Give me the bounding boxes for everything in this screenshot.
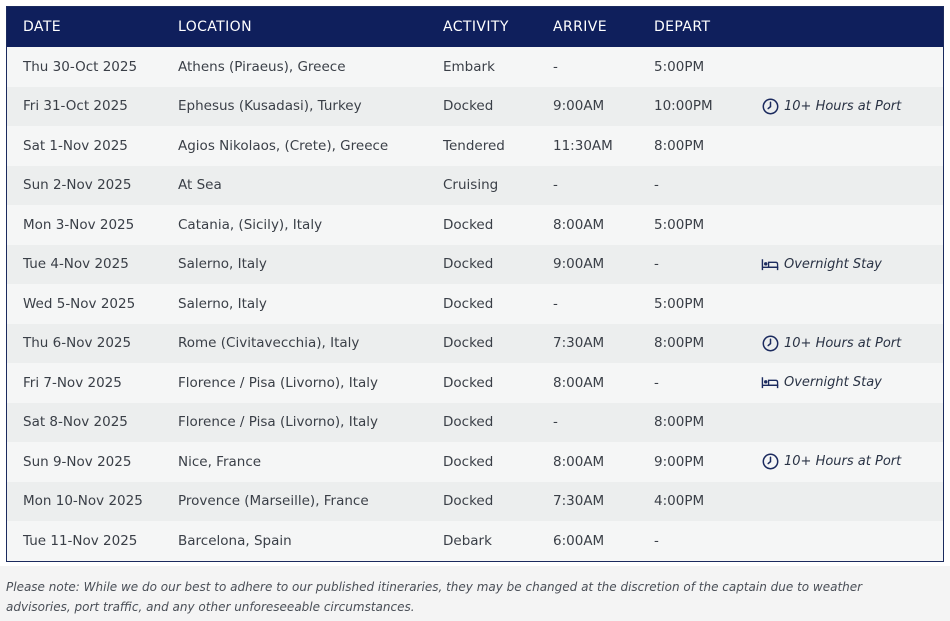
- row-note-label: 10+ Hours at Port: [784, 98, 902, 114]
- row-note: [761, 334, 943, 352]
- row-date: Mon 3-Nov 2025: [23, 216, 135, 233]
- row-activity: Cruising: [443, 177, 499, 194]
- row-date: Fri 31-Oct 2025: [23, 98, 128, 115]
- itinerary-disclaimer: Please note: While we do our best to adhere to our published itineraries, they may be changed at the discretion of the captain due to weather advisories, port traffic, and any other unforeseeable circumstances.: [0, 566, 950, 621]
- row-location: Salerno, Italy: [178, 256, 267, 273]
- row-location: Florence / Pisa (Livorno), Italy: [178, 414, 378, 431]
- row-depart: -: [654, 374, 659, 391]
- row-location: Rome (Civitavecchia), Italy: [178, 335, 360, 352]
- row-date: Tue 11-Nov 2025: [23, 532, 138, 549]
- row-arrive: 11:30AM: [553, 137, 613, 154]
- row-depart: 8:00PM: [654, 335, 705, 352]
- row-date: Mon 10-Nov 2025: [23, 493, 143, 510]
- row-depart: 8:00PM: [654, 414, 705, 431]
- table-row: [7, 87, 943, 127]
- bed-icon: [761, 374, 779, 392]
- table-row: [7, 482, 943, 522]
- table-row: [7, 442, 943, 482]
- row-date: Tue 4-Nov 2025: [23, 256, 129, 273]
- row-location: Nice, France: [178, 453, 262, 470]
- row-activity: Embark: [443, 58, 495, 75]
- row-note: [761, 453, 943, 471]
- row-note: [761, 97, 943, 115]
- row-depart: 8:00PM: [654, 137, 705, 154]
- row-depart: 4:00PM: [654, 493, 705, 510]
- clock-icon: [761, 97, 779, 115]
- row-note-label: 10+ Hours at Port: [784, 454, 902, 470]
- row-depart: 5:00PM: [654, 295, 705, 312]
- row-note: [761, 374, 943, 392]
- row-depart: 5:00PM: [654, 216, 705, 233]
- row-activity: Debark: [443, 532, 492, 549]
- row-date: Sat 1-Nov 2025: [23, 137, 128, 154]
- row-activity: Docked: [443, 493, 494, 510]
- table-row: [7, 521, 943, 561]
- row-date: Sun 2-Nov 2025: [23, 177, 132, 194]
- row-arrive: 7:30AM: [553, 335, 605, 352]
- row-arrive: 6:00AM: [553, 532, 605, 549]
- row-arrive: -: [553, 177, 558, 194]
- header-activity: ACTIVITY: [443, 19, 509, 35]
- clock-icon: [761, 334, 779, 352]
- row-depart: 9:00PM: [654, 453, 705, 470]
- row-date: Sun 9-Nov 2025: [23, 453, 132, 470]
- row-arrive: 8:00AM: [553, 216, 605, 233]
- row-location: Ephesus (Kusadasi), Turkey: [178, 98, 362, 115]
- row-arrive: -: [553, 414, 558, 431]
- row-depart: -: [654, 256, 659, 273]
- table-row: [7, 166, 943, 206]
- row-date: Wed 5-Nov 2025: [23, 295, 136, 312]
- row-location: Salerno, Italy: [178, 295, 267, 312]
- row-arrive: 8:00AM: [553, 453, 605, 470]
- table-row: [7, 363, 943, 403]
- row-date: Thu 6-Nov 2025: [23, 335, 132, 352]
- itinerary-table: [6, 6, 944, 562]
- header-date: DATE: [23, 19, 62, 35]
- row-location: At Sea: [178, 177, 222, 194]
- row-depart: -: [654, 177, 659, 194]
- bed-icon: [761, 255, 779, 273]
- row-location: Barcelona, Spain: [178, 532, 292, 549]
- row-arrive: 7:30AM: [553, 493, 605, 510]
- table-row: [7, 284, 943, 324]
- row-note-label: 10+ Hours at Port: [784, 335, 902, 351]
- row-activity: Docked: [443, 335, 494, 352]
- table-body: [7, 47, 943, 561]
- row-arrive: -: [553, 58, 558, 75]
- row-depart: 5:00PM: [654, 58, 705, 75]
- header-depart: DEPART: [654, 19, 711, 35]
- table-row: [7, 126, 943, 166]
- row-activity: Docked: [443, 414, 494, 431]
- row-location: Catania, (Sicily), Italy: [178, 216, 323, 233]
- row-location: Provence (Marseille), France: [178, 493, 369, 510]
- row-location: Athens (Piraeus), Greece: [178, 58, 346, 75]
- row-location: Florence / Pisa (Livorno), Italy: [178, 374, 378, 391]
- row-activity: Tendered: [443, 137, 505, 154]
- row-note: [761, 255, 943, 273]
- table-row: [7, 47, 943, 87]
- row-activity: Docked: [443, 374, 494, 391]
- row-location: Agios Nikolaos, (Crete), Greece: [178, 137, 389, 154]
- table-row: [7, 403, 943, 443]
- row-arrive: -: [553, 295, 558, 312]
- row-activity: Docked: [443, 453, 494, 470]
- row-activity: Docked: [443, 295, 494, 312]
- header-arrive: ARRIVE: [553, 19, 607, 35]
- table-row: [7, 324, 943, 364]
- table-header: [7, 7, 943, 47]
- row-depart: 10:00PM: [654, 98, 713, 115]
- table-row: [7, 205, 943, 245]
- row-arrive: 8:00AM: [553, 374, 605, 391]
- row-activity: Docked: [443, 216, 494, 233]
- clock-icon: [761, 453, 779, 471]
- table-row: [7, 245, 943, 285]
- row-date: Thu 30-Oct 2025: [23, 58, 138, 75]
- row-date: Fri 7-Nov 2025: [23, 374, 122, 391]
- row-activity: Docked: [443, 98, 494, 115]
- row-arrive: 9:00AM: [553, 98, 605, 115]
- row-note-label: Overnight Stay: [784, 375, 882, 391]
- header-location: LOCATION: [178, 19, 252, 35]
- row-note-label: Overnight Stay: [784, 256, 882, 272]
- row-activity: Docked: [443, 256, 494, 273]
- row-arrive: 9:00AM: [553, 256, 605, 273]
- row-depart: -: [654, 532, 659, 549]
- row-date: Sat 8-Nov 2025: [23, 414, 128, 431]
